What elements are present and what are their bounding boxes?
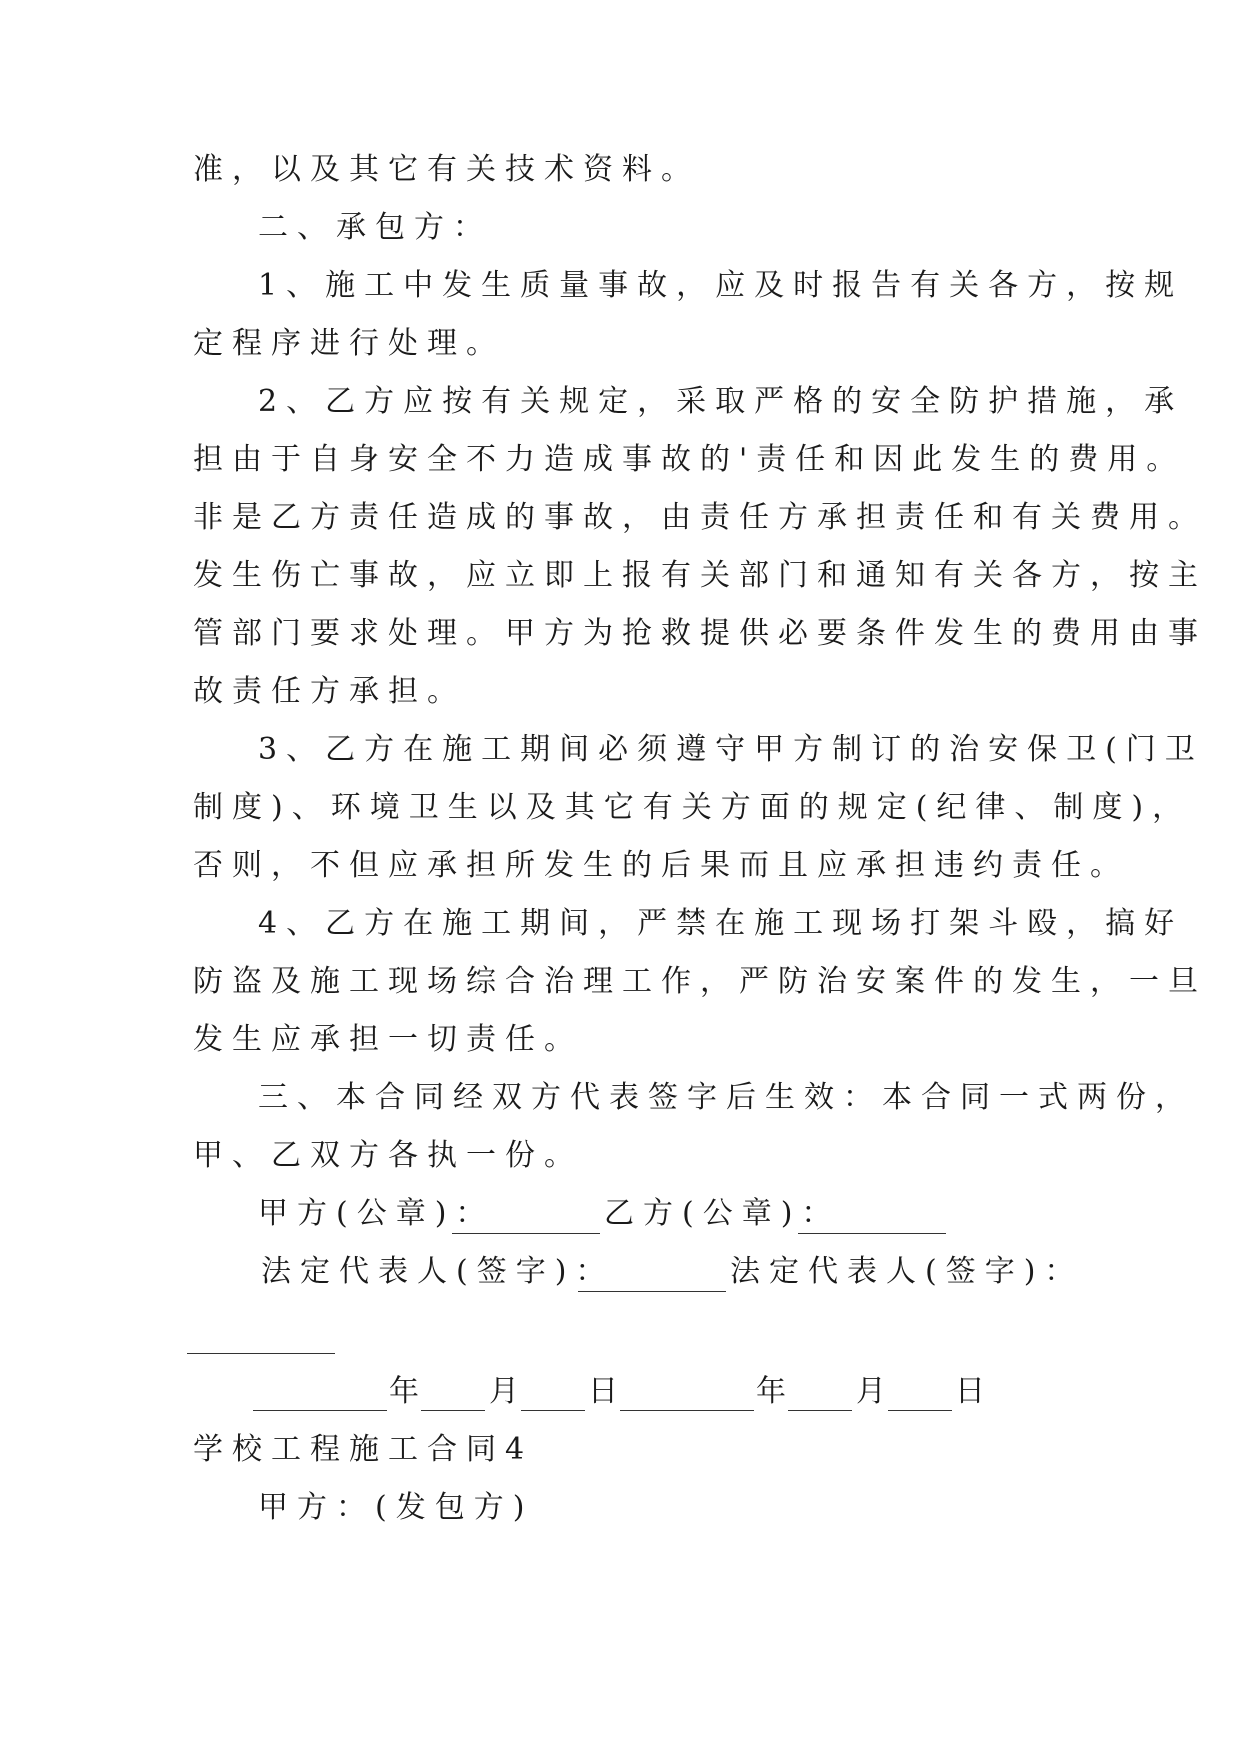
paragraph-line: 三、本合同经双方代表签字后生效：本合同一式两份， [258, 1080, 1194, 1115]
paragraph-line: 1、施工中发生质量事故，应及时报告有关各方，按规 [258, 268, 1184, 303]
next-contract-title: 学校工程施工合同4 [193, 1432, 534, 1467]
party-a-rep-blank [578, 1291, 726, 1292]
party-b-rep-blank [187, 1353, 335, 1354]
paragraph-line: 担由于自身安全不力造成事故的'责任和因此发生的费用。 [193, 442, 1186, 477]
party-a-seal-blank [452, 1233, 600, 1234]
paragraph-line: 4、乙方在施工期间，严禁在施工现场打架斗殴，搞好 [258, 906, 1184, 941]
paragraph-line: 准，以及其它有关技术资料。 [193, 152, 700, 187]
date-b-year-blank [620, 1410, 754, 1411]
party-b-seal-blank [798, 1233, 946, 1234]
paragraph-line: 发生伤亡事故，应立即上报有关部门和通知有关各方，按主 [193, 558, 1207, 593]
paragraph-line: 防盗及施工现场综合治理工作，严防治安案件的发生，一旦 [193, 964, 1207, 999]
date-b-day-blank [888, 1410, 952, 1411]
party-b-seal-label: 乙方(公章)： [604, 1196, 841, 1231]
section-heading: 二、承包方： [258, 210, 492, 245]
date-a-year-label: 年 [389, 1374, 428, 1409]
party-a-seal-label: 甲方(公章)： [258, 1196, 495, 1231]
date-b-month-blank [788, 1410, 852, 1411]
paragraph-line: 甲、乙双方各执一份。 [193, 1138, 583, 1173]
date-a-day-label: 日 [588, 1374, 627, 1409]
party-b-rep-label: 法定代表人(签字)： [730, 1254, 1084, 1289]
paragraph-line: 非是乙方责任造成的事故，由责任方承担责任和有关费用。 [193, 500, 1207, 535]
paragraph-line: 发生应承担一切责任。 [193, 1022, 583, 1057]
paragraph-line: 管部门要求处理。甲方为抢救提供必要条件发生的费用由事 [193, 616, 1207, 651]
paragraph-line: 故责任方承担。 [193, 674, 466, 709]
paragraph-line: 3、乙方在施工期间必须遵守甲方制订的治安保卫(门卫 [258, 732, 1204, 767]
date-b-year-label: 年 [756, 1374, 795, 1409]
date-b-month-label: 月 [856, 1374, 895, 1409]
paragraph-line: 否则，不但应承担所发生的后果而且应承担违约责任。 [193, 848, 1129, 883]
paragraph-line: 定程序进行处理。 [193, 326, 505, 361]
date-a-year-blank [253, 1410, 387, 1411]
paragraph-line: 2、乙方应按有关规定，采取严格的安全防护措施，承 [258, 384, 1184, 419]
date-a-day-blank [521, 1410, 585, 1411]
date-b-day-label: 日 [955, 1374, 994, 1409]
party-a-rep-label: 法定代表人(签字)： [261, 1254, 615, 1289]
date-a-month-blank [421, 1410, 485, 1411]
next-contract-party-a: 甲方：(发包方) [258, 1490, 534, 1525]
date-a-month-label: 月 [489, 1374, 528, 1409]
paragraph-line: 制度)、环境卫生以及其它有关方面的规定(纪律、制度)， [193, 790, 1192, 825]
